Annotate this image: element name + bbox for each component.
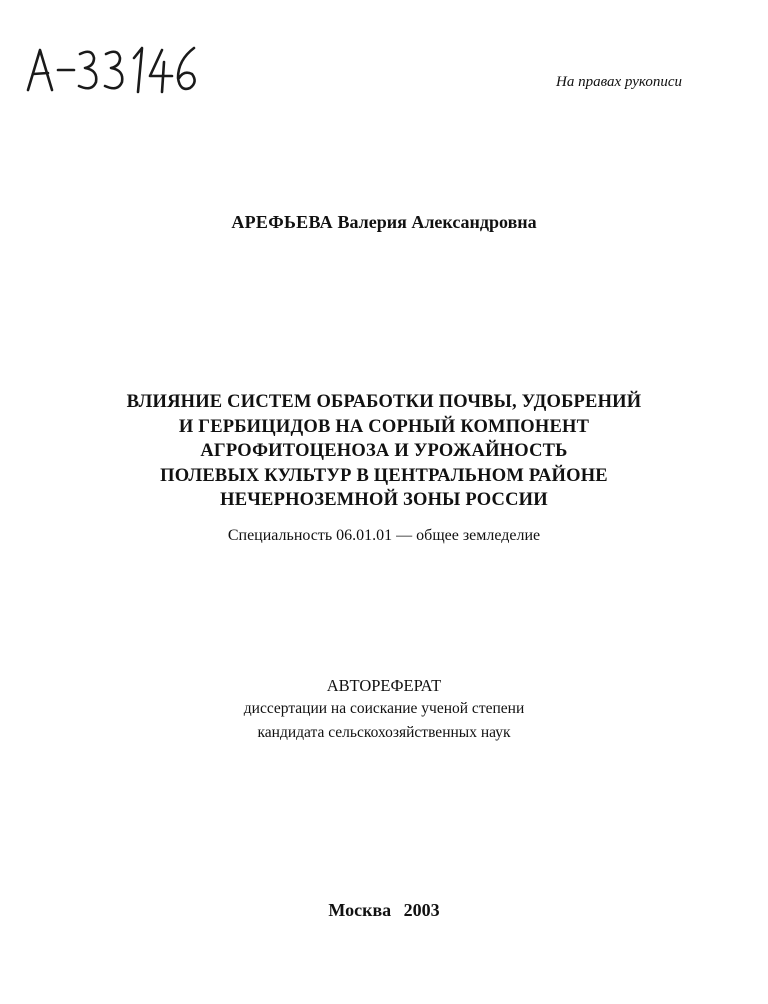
degree-description (0, 697, 768, 745)
title-line: ПОЛЕВЫХ КУЛЬТУР В ЦЕНТРАЛЬНОМ РАЙОНЕ (160, 465, 608, 486)
publication-place: Москва (328, 900, 392, 920)
document-type: АВТОРЕФЕРАТ (326, 676, 442, 695)
handwritten-archive-mark (22, 40, 202, 96)
title-line: И ГЕРБИЦИДОВ НА СОРНЫЙ КОМПОНЕНТ (178, 416, 590, 437)
author-name (0, 212, 768, 233)
author-surname: АРЕФЬЕВА (231, 212, 333, 232)
manuscript-rights-note: На правах рукописи (556, 74, 682, 90)
author-given-names: Валерия Александровна (337, 212, 537, 232)
dissertation-title (60, 390, 708, 513)
title-line: НЕЧЕРНОЗЕМНОЙ ЗОНЫ РОССИИ (220, 490, 548, 510)
degree-line: кандидата сельскохозяйственных наук (257, 724, 511, 741)
place-and-year (0, 900, 768, 921)
publication-year: 2003 (403, 900, 440, 920)
degree-line: диссертации на соискание ученой степени (243, 700, 525, 717)
title-line: ВЛИЯНИЕ СИСТЕМ ОБРАБОТКИ ПОЧВЫ, УДОБРЕНИЙ (126, 392, 642, 412)
title-line: АГРОФИТОЦЕНОЗА И УРОЖАЙНОСТЬ (200, 441, 568, 461)
specialty-line: Специальность 06.01.01 — общее земледелие (227, 527, 541, 544)
